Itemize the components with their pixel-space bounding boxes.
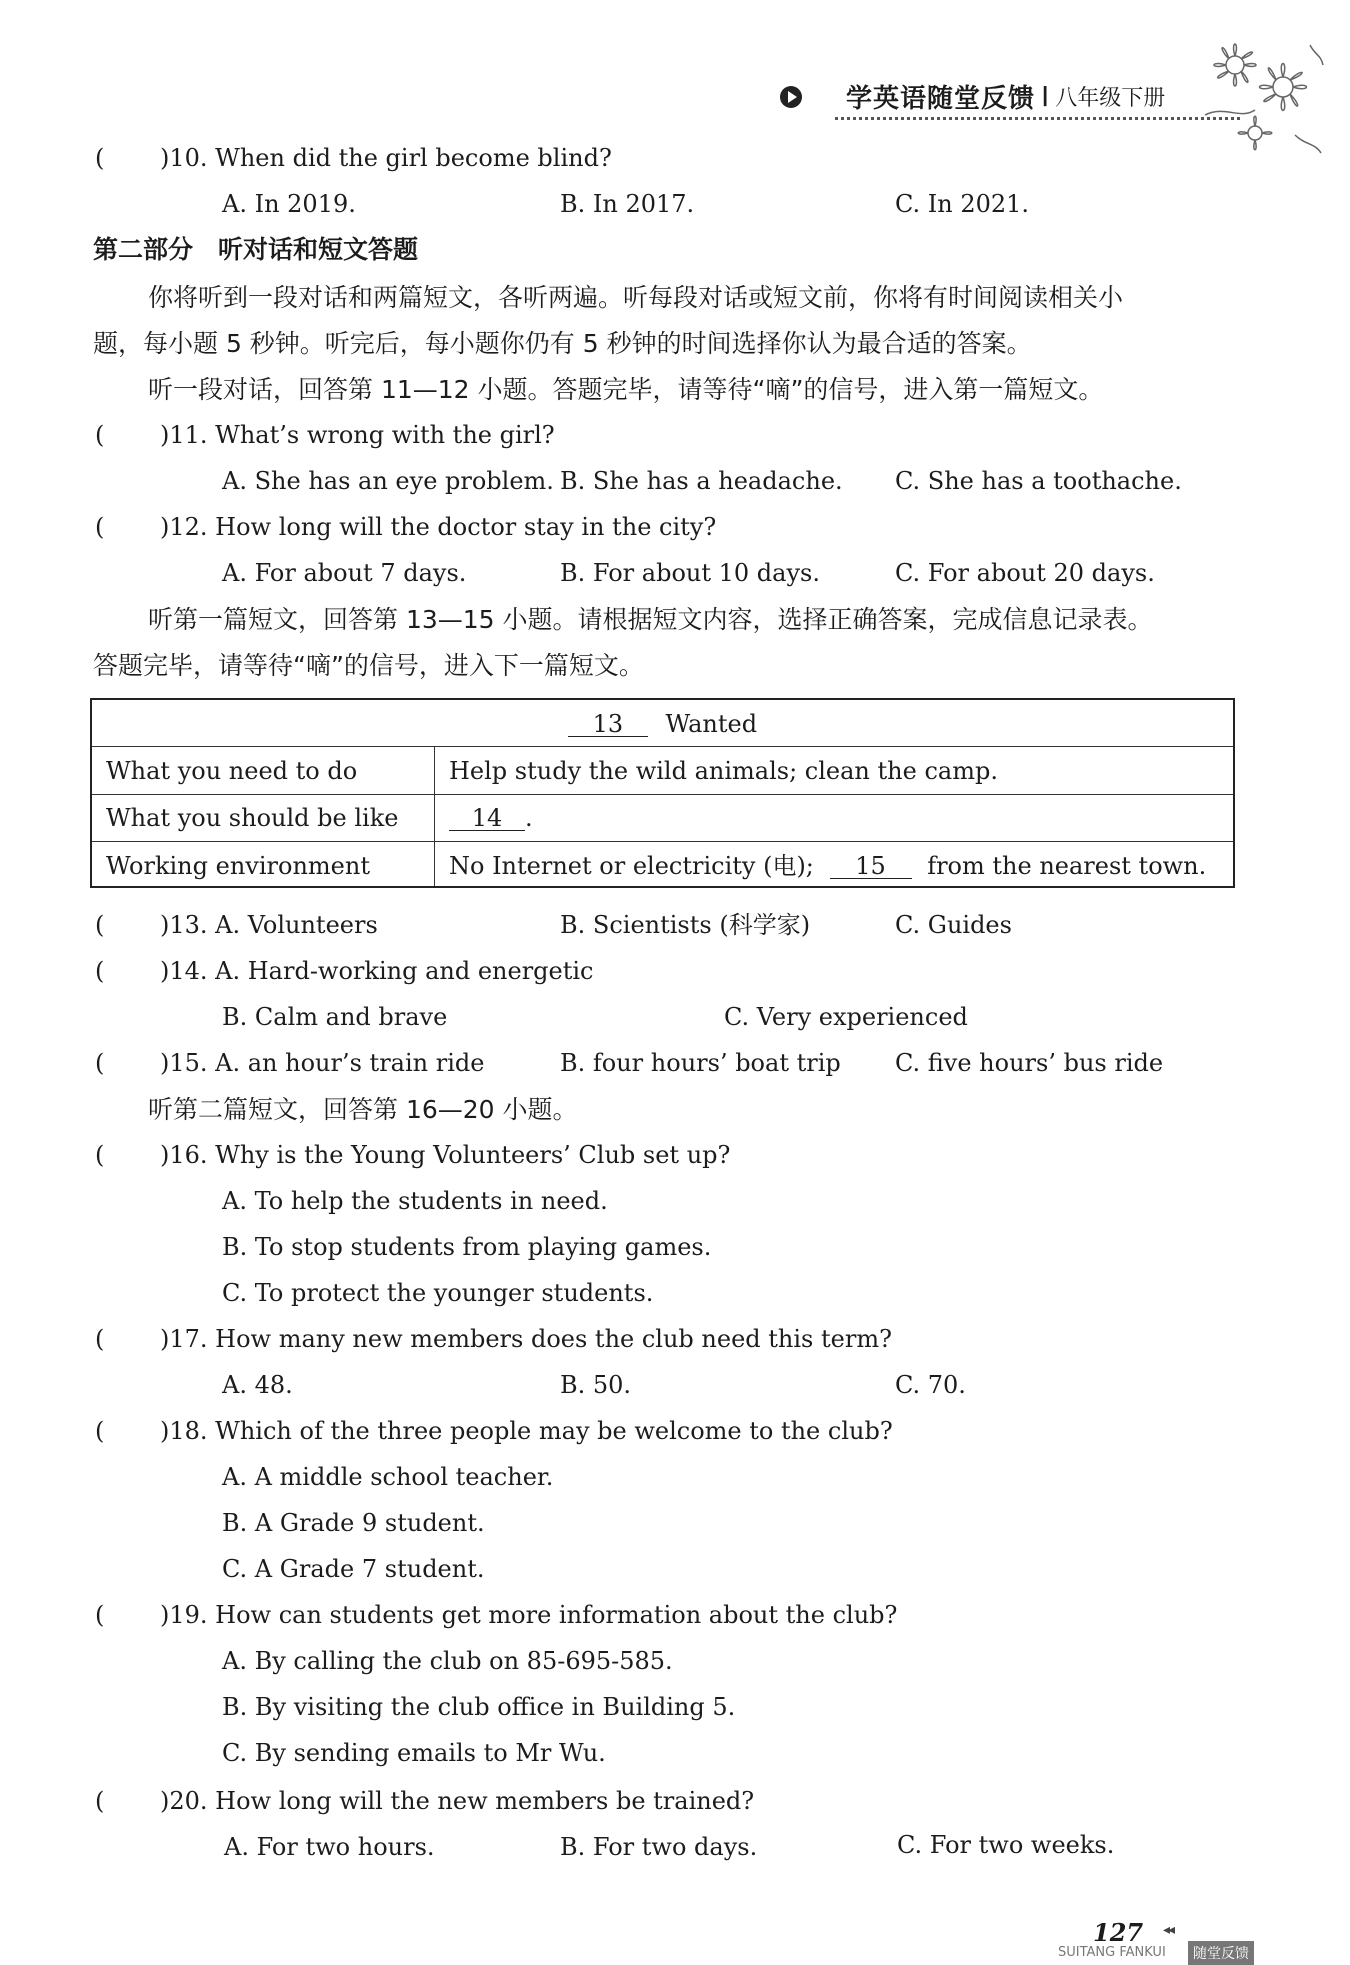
row-value-need-to-do: Help study the wild animals; clean the camp.: [449, 757, 998, 785]
q15-option-c: C. five hours’ bus ride: [895, 1049, 1164, 1077]
q14-option-b: B. Calm and brave: [222, 1003, 448, 1031]
q12-option-b: B. For about 10 days.: [560, 559, 820, 587]
environment-after-text: from the nearest town.: [927, 852, 1207, 880]
question-19: )19. How can students get more information about the club?: [160, 1601, 898, 1629]
table-column-divider: [434, 747, 435, 886]
q12-option-a: A. For about 7 days.: [222, 559, 467, 587]
intro-line-2: 题，每小题 5 秒钟。听完后，每小题你仍有 5 秒钟的时间选择你认为最合适的答案。: [93, 329, 1032, 358]
answer-paren: (: [95, 1601, 105, 1629]
info-record-table: [90, 698, 1235, 888]
q12-option-c: C. For about 20 days.: [895, 559, 1155, 587]
blank-13[interactable]: 13: [568, 712, 648, 737]
q13-option-b: B. Scientists (科学家): [560, 911, 811, 939]
question-13: )13. A. Volunteers: [160, 911, 378, 939]
row-label-should-be-like: What you should be like: [106, 804, 399, 832]
table-divider: [92, 794, 1233, 795]
answer-paren: (: [95, 1049, 105, 1077]
question-12: )12. How long will the doctor stay in the city?: [160, 513, 717, 541]
question-11: )11. What’s wrong with the girl?: [160, 421, 555, 449]
q11-option-a: A. She has an eye problem.: [222, 467, 554, 495]
header-dotted-rule: [835, 117, 1240, 120]
q16-option-b: B. To stop students from playing games.: [222, 1233, 712, 1261]
intro-line-1: 你将听到一段对话和两篇短文，各听两遍。听每段对话或短文前，你将有时间阅读相关小: [148, 283, 1124, 312]
q14-option-c: C. Very experienced: [724, 1003, 968, 1031]
q20-option-c: C. For two weeks.: [897, 1831, 1115, 1859]
q20-option-a: A. For two hours.: [224, 1833, 435, 1861]
row-value-should-be-like: [449, 806, 533, 831]
q16-option-a: A. To help the students in need.: [222, 1187, 608, 1215]
question-15: )15. A. an hour’s train ride: [160, 1049, 485, 1077]
double-arrow-left-icon: ◂◂: [1163, 1922, 1174, 1938]
section-heading: 第二部分 听对话和短文答题: [93, 235, 419, 264]
answer-paren: (: [95, 957, 105, 985]
q18-option-c: C. A Grade 7 student.: [222, 1555, 485, 1583]
answer-paren: (: [95, 144, 105, 172]
row-label-need-to-do: What you need to do: [106, 757, 358, 785]
answer-paren: (: [95, 421, 105, 449]
q18-option-b: B. A Grade 9 student.: [222, 1509, 485, 1537]
q10-option-b: B. In 2017.: [560, 190, 695, 218]
answer-paren: (: [95, 911, 105, 939]
blank-15[interactable]: 15: [830, 854, 912, 879]
book-title: 学英语随堂反馈: [846, 84, 1036, 114]
table-divider: [92, 746, 1233, 747]
q20-option-b: B. For two days.: [560, 1833, 758, 1861]
q13-option-c: C. Guides: [895, 911, 1012, 939]
q19-option-c: C. By sending emails to Mr Wu.: [222, 1739, 606, 1767]
q10-option-c: C. In 2021.: [895, 190, 1030, 218]
passage1-instruction-1: 听第一篇短文，回答第 13—15 小题。请根据短文内容，选择正确答案，完成信息记录表。: [148, 605, 1153, 634]
row-label-environment: Working environment: [106, 852, 370, 880]
answer-paren: (: [95, 513, 105, 541]
running-header: [780, 78, 1165, 115]
question-18: )18. Which of the three people may be welcome to the club?: [160, 1417, 893, 1445]
grade-label: 八年级下册: [1055, 86, 1166, 111]
question-16: )16. Why is the Young Volunteers’ Club set up?: [160, 1141, 731, 1169]
table-divider: [92, 841, 1233, 842]
page-number: 127: [1093, 1918, 1144, 1947]
passage2-instruction: 听第二篇短文，回答第 16—20 小题。: [148, 1095, 578, 1124]
answer-paren: (: [95, 1141, 105, 1169]
question-14: )14. A. Hard-working and energetic: [160, 957, 594, 985]
q10-option-a: A. In 2019.: [222, 190, 356, 218]
row-value-environment: [449, 854, 1206, 879]
q17-option-b: B. 50.: [560, 1371, 632, 1399]
question-10: )10. When did the girl become blind?: [160, 144, 612, 172]
blank-14[interactable]: 14: [449, 806, 525, 831]
q17-option-a: A. 48.: [222, 1371, 293, 1399]
answer-paren: (: [95, 1417, 105, 1445]
q19-option-a: A. By calling the club on 85-695-585.: [222, 1647, 673, 1675]
dialog-instruction: 听一段对话，回答第 11—12 小题。答题完毕，请等待“嘀”的信号，进入第一篇短文。: [148, 375, 1104, 404]
footer-series-name: SUITANG FANKUI: [1058, 1945, 1166, 1960]
header-separator: I: [1041, 80, 1050, 113]
play-icon: [780, 86, 802, 108]
passage1-instruction-2: 答题完毕，请等待“嘀”的信号，进入下一篇短文。: [93, 651, 644, 680]
period: .: [525, 804, 533, 832]
q16-option-c: C. To protect the younger students.: [222, 1279, 654, 1307]
environment-text: No Internet or electricity (电);: [449, 852, 814, 880]
table-title: [92, 712, 1233, 737]
question-17: )17. How many new members does the club need this term?: [160, 1325, 892, 1353]
q11-option-b: B. She has a headache.: [560, 467, 843, 495]
flower-decoration-icon: [1195, 25, 1325, 165]
q11-option-c: C. She has a toothache.: [895, 467, 1182, 495]
answer-paren: (: [95, 1325, 105, 1353]
table-title-text: Wanted: [665, 710, 758, 738]
footer-badge: 随堂反馈: [1188, 1941, 1254, 1965]
q15-option-b: B. four hours’ boat trip: [560, 1049, 841, 1077]
q17-option-c: C. 70.: [895, 1371, 966, 1399]
question-20: )20. How long will the new members be trained?: [160, 1787, 755, 1815]
answer-paren: (: [95, 1787, 105, 1815]
q19-option-b: B. By visiting the club office in Building 5.: [222, 1693, 736, 1721]
q18-option-a: A. A middle school teacher.: [222, 1463, 554, 1491]
